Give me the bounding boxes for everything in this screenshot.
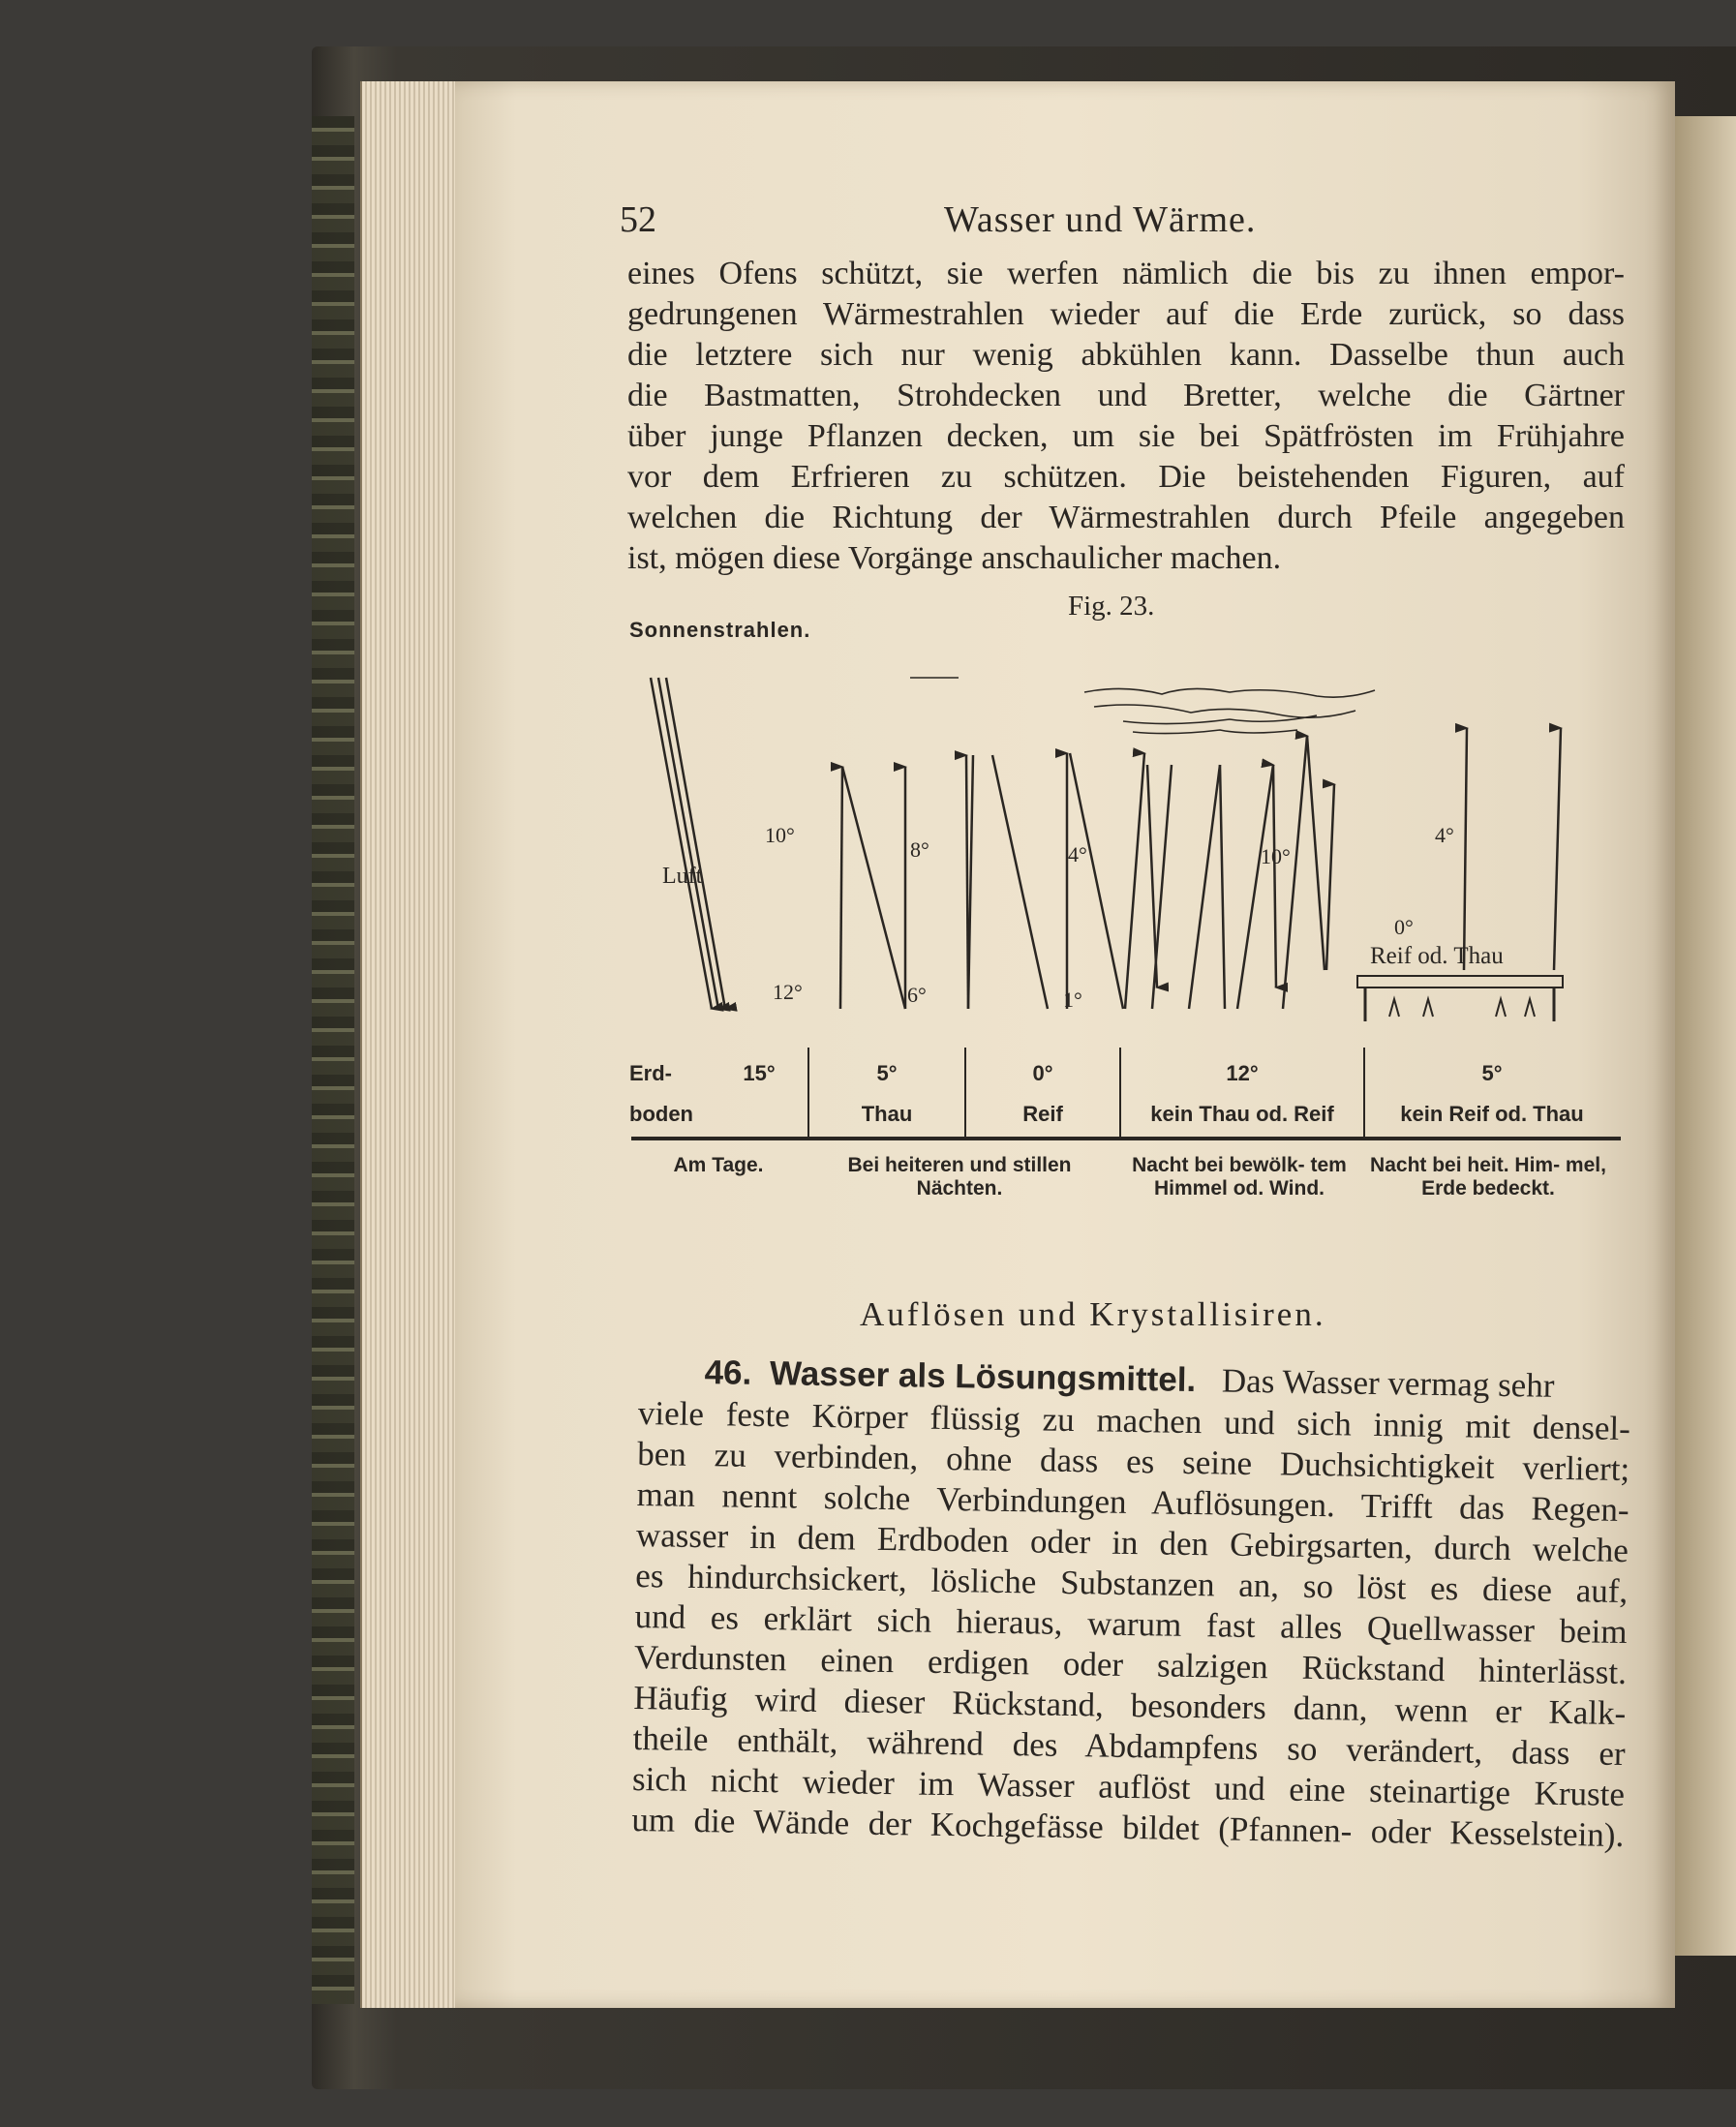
- page-stack-edge: [360, 81, 469, 2008]
- radiation-arrow: [1283, 736, 1307, 1009]
- text-line: eines Ofens schützt, sie werfen nämlich die bis zu ihnen empor-: [627, 256, 1625, 291]
- radiation-arrow: [1220, 765, 1225, 1009]
- text-line: Häufig wird dieser Rückstand, besonders dann, wenn er Kalk-: [633, 1678, 1627, 1733]
- page-number: 52: [620, 199, 656, 240]
- ground-state: Thau: [861, 1102, 913, 1126]
- text-line: man nennt solche Verbindungen Auflösungen. Trifft das Regen-: [636, 1474, 1629, 1530]
- small-arrow: [1525, 999, 1535, 1017]
- air-temp: 4°: [1435, 823, 1454, 847]
- radiation-arrow: [1554, 728, 1561, 970]
- radiation-arrow: [992, 755, 1048, 1009]
- cloud-lines: [1084, 688, 1375, 733]
- text-line: welchen die Richtung der Wärmestrahlen durch Pfeile angegeben: [627, 500, 1625, 535]
- ground-column: [1365, 1048, 1619, 1137]
- air-temp: 1°: [1063, 988, 1082, 1012]
- ground-label-1: Erd-: [629, 1061, 672, 1085]
- sun-rays-label: Sonnenstrahlen.: [629, 618, 811, 642]
- text-line: um die Wände der Kochgefässe bildet (Pfannen- oder Kesselstein).: [631, 1800, 1625, 1855]
- air-temp: 12°: [773, 980, 803, 1004]
- sun-ray-arrow: [666, 678, 725, 1009]
- figure-caption: Nacht bei bewölk- tem Himmel od. Wind.: [1132, 1154, 1347, 1200]
- air-temp: 4°: [1068, 842, 1087, 866]
- figure-caption: Nacht bei heit. Him- mel, Erde bedeckt.: [1370, 1154, 1606, 1200]
- air-temp: 6°: [907, 983, 927, 1007]
- text-line: vor dem Erfrieren zu schützen. Die beistehenden Figuren, auf: [627, 459, 1625, 495]
- sun-ray-arrow: [658, 678, 718, 1009]
- paragraph-number: 46.: [704, 1353, 752, 1392]
- sun-ray-arrow: [651, 678, 712, 1009]
- radiation-arrow: [1273, 765, 1276, 988]
- ground-table: [629, 1048, 1619, 1152]
- paragraph-1: [627, 254, 1625, 579]
- ground-label-2: boden: [629, 1102, 693, 1126]
- ground-column: [711, 1048, 807, 1137]
- figure-caption: Bei heiteren und stillen Nächten.: [847, 1154, 1072, 1200]
- ground-column: [966, 1048, 1119, 1137]
- running-head: Wasser und Wärme.: [944, 199, 1257, 240]
- facing-page-edge: [1675, 116, 1736, 1956]
- text-line: die Bastmatten, Strohdecken und Bretter, welche die Gärtner: [627, 378, 1625, 413]
- cover-board: [1357, 976, 1563, 988]
- small-arrow: [1423, 999, 1433, 1017]
- radiation-arrow: [1125, 753, 1144, 1009]
- text-line: viele feste Körper flüssig zu machen und sich innig mit densel-: [637, 1393, 1631, 1448]
- radiation-arrow: [1237, 765, 1273, 1009]
- radiation-arrow: [1189, 765, 1220, 1009]
- radiation-arrow: [1070, 753, 1123, 1009]
- radiation-arrow: [1152, 765, 1172, 1009]
- air-temp: 10°: [1261, 844, 1291, 868]
- ground-temp: 5°: [876, 1061, 898, 1085]
- air-temp: 8°: [910, 837, 929, 862]
- text-line: es hindurchsickert, lösliche Substanzen an, so löst es diese auf,: [635, 1556, 1629, 1611]
- text-line: Verdunsten einen erdigen oder salzigen Rückstand hinterlässt.: [633, 1637, 1628, 1692]
- text-line: die letztere sich nur wenig abkühlen kann. Dasselbe thun auch: [627, 337, 1625, 373]
- text-line: theile enthält, während des Abdampfens so verändert, dass er: [632, 1718, 1626, 1774]
- air-temp: 0°: [1394, 915, 1414, 939]
- ground-state: kein Reif od. Thau: [1400, 1102, 1584, 1126]
- ground-state: Reif: [1022, 1102, 1063, 1126]
- text-line: über junge Pflanzen decken, um sie bei Spätfrösten im Frühjahre: [627, 418, 1625, 454]
- text-line: wasser in dem Erdboden oder in den Gebirgsarten, durch welche: [635, 1515, 1629, 1570]
- text-line: gedrungenen Wärmestrahlen wieder auf die Erde zurück, so dass: [627, 296, 1625, 332]
- ground-column: [809, 1048, 964, 1137]
- radiation-arrow: [842, 767, 905, 1009]
- text-line: und es erklärt sich hieraus, warum fast alles Quellwasser beim: [634, 1596, 1628, 1652]
- reif-label: Reif od. Thau: [1370, 943, 1504, 969]
- ground-temp: 5°: [1481, 1061, 1503, 1085]
- radiation-arrow: [1147, 765, 1157, 988]
- text-line: Das Wasser vermag sehr: [1221, 1361, 1555, 1405]
- paragraph-2: [631, 1351, 1631, 1855]
- air-label: Luft: [662, 864, 703, 889]
- ground-column: [1121, 1048, 1363, 1137]
- paragraph-heading: Wasser als Lösungsmittel.: [769, 1354, 1197, 1400]
- section-title: Auflösen und Krystallisiren.: [860, 1295, 1326, 1333]
- small-arrow: [1389, 999, 1399, 1017]
- radiation-arrow: [1326, 784, 1334, 970]
- text-line: ben zu verbinden, ohne dass es seine Duchsichtigkeit verliert;: [637, 1434, 1630, 1489]
- ground-temp: 12°: [1226, 1061, 1259, 1085]
- ground-line: [631, 1137, 1621, 1140]
- ground-temp: 0°: [1032, 1061, 1053, 1085]
- figure-diagram: [629, 639, 1627, 1046]
- book-spine: [312, 116, 354, 2004]
- radiation-arrow: [840, 767, 842, 1009]
- text-line: ist, mögen diese Vorgänge anschaulicher machen.: [627, 540, 1282, 576]
- ground-temp: 15°: [743, 1061, 776, 1085]
- radiation-arrow: [1464, 728, 1467, 970]
- radiation-arrow: [1307, 736, 1325, 970]
- ground-state: kein Thau od. Reif: [1150, 1102, 1334, 1126]
- figure-label: Fig. 23.: [1068, 591, 1155, 622]
- small-arrow: [1496, 999, 1506, 1017]
- radiation-arrow: [968, 755, 973, 1009]
- air-temp: 10°: [765, 823, 795, 847]
- text-line: sich nicht wieder im Wasser auflöst und eine steinartige Kruste: [631, 1759, 1626, 1814]
- page-header: [620, 198, 1627, 247]
- figure-caption: Am Tage.: [673, 1154, 764, 1176]
